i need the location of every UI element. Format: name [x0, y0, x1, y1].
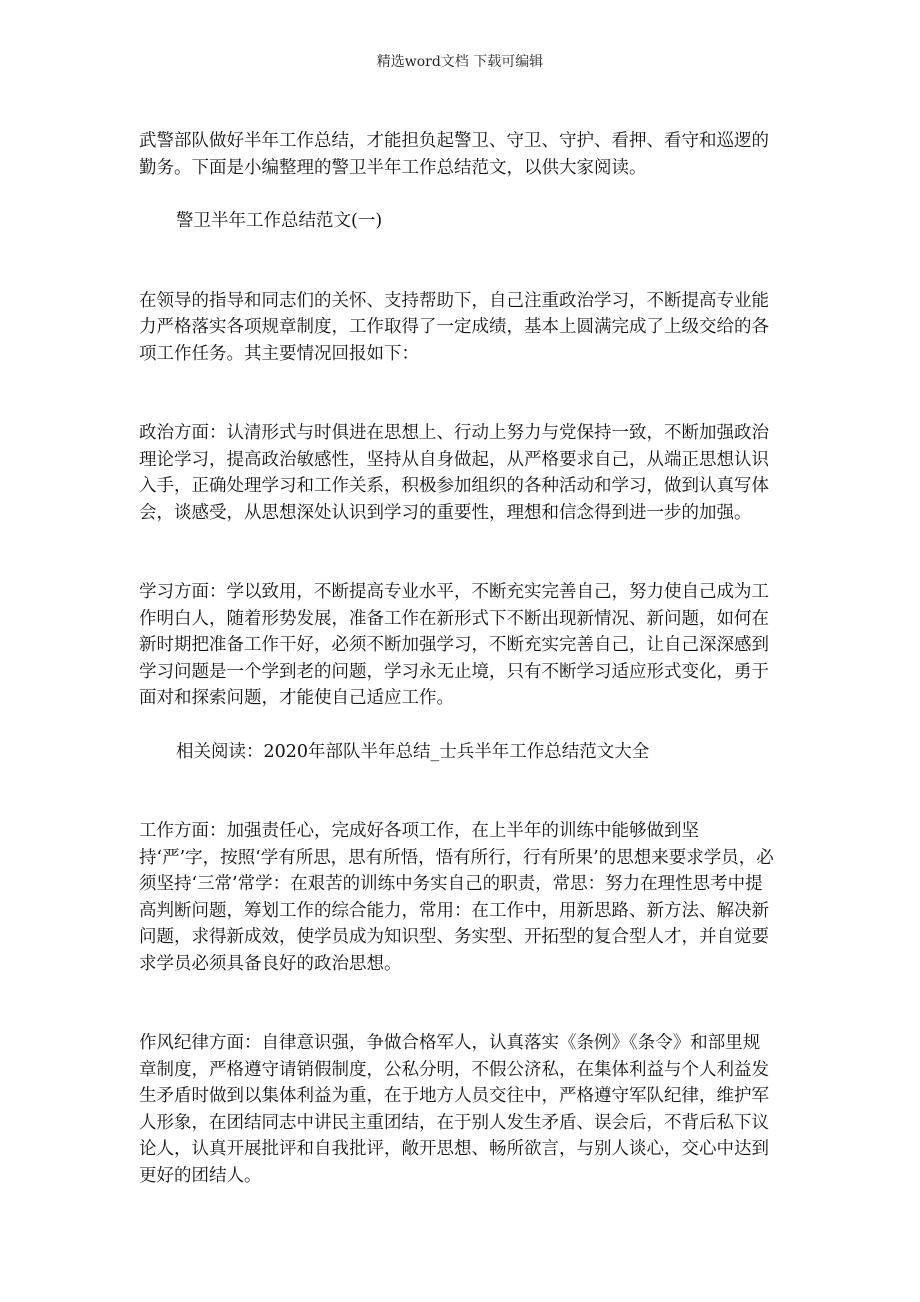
overview-paragraph: 在领导的指导和同志们的关怀、支持帮助下，自己注重政治学习，不断提高专业能力严格落实各项规章制度，工作取得了一定成绩，基本上圆满完成了上级交给的各项工作任务。其主要情况回报如下：	[139, 290, 769, 364]
spacer	[139, 765, 775, 818]
related-reading-link[interactable]: 相关阅读：2020年部队半年总结_士兵半年工作总结范文大全	[176, 741, 650, 762]
document-body	[139, 128, 775, 1189]
spacer	[139, 977, 775, 1030]
spacer	[139, 235, 775, 288]
discipline-paragraph: 作风纪律方面：自律意识强，争做合格军人，认真落实《条例》《条令》和部里规章制度，严格遵守请销假制度，公私分明，不假公济私，在集体利益与个人利益发生矛盾时做到以集体利益为重，在于地方人员交往中，严格遵守军队纪律，维护军人形象，在团结同志中讲民主重团结，在于别人发生矛盾、误会后，不背后私下议论人，认真开展批评和自我批评，敞开思想、畅所欲言，与别人谈心，交心中达到更好的团结人。	[139, 1033, 769, 1186]
study-paragraph: 学习方面：学以致用，不断提高专业水平，不断充实完善自己，努力使自己成为工作明白人，随着形势发展，准备工作在新形式下不断出现新情况、新问题，如何在新时期把准备工作干好，必须不断加强学习，不断充实完善自己，让自己深深感到学习问题是一个学到老的问题，学习永无止境，只有不断学习适应形式变化，勇于面对和探索问题，才能使自己适应工作。	[139, 582, 769, 708]
spacer	[139, 181, 775, 208]
section-title: 警卫半年工作总结范文(一)	[176, 211, 383, 231]
spacer	[139, 367, 775, 420]
work-paragraph: 工作方面：加强责任心，完成好各项工作，在上半年的训练中能够做到坚持‘严’字，按照‘学有所思，思有所悟，悟有所行，行有所果’的思想来要求学员，必须坚持‘三常’常学：在艰苦的训练中务实自己的职责，常思：努力在理性思考中提高判断问题，筹划工作的综合能力，常用：在工作中，用新思路、新方法、解决新问题，求得新成效，使学员成为知识型、务实型、开拓型的复合型人才，并自觉要求学员必须具备良好的政治思想。	[139, 821, 774, 974]
spacer	[139, 526, 775, 579]
page-header: 精选word文档 下载可编辑	[376, 54, 544, 70]
spacer	[139, 712, 775, 739]
intro-paragraph: 武警部队做好半年工作总结，才能担负起警卫、守卫、守护、看押、看守和巡逻的勤务。下面是小编整理的警卫半年工作总结范文，以供大家阅读。	[139, 131, 769, 178]
politics-paragraph: 政治方面：认清形式与时俱进在思想上、行动上努力与党保持一致，不断加强政治理论学习，提高政治敏感性，坚持从自身做起，从严格要求自己，从端正思想认识入手，正确处理学习和工作关系，积极参加组织的各种活动和学习，做到认真写体会，谈感受，从思想深处认识到学习的重要性，理想和信念得到进一步的加强。	[139, 423, 769, 523]
